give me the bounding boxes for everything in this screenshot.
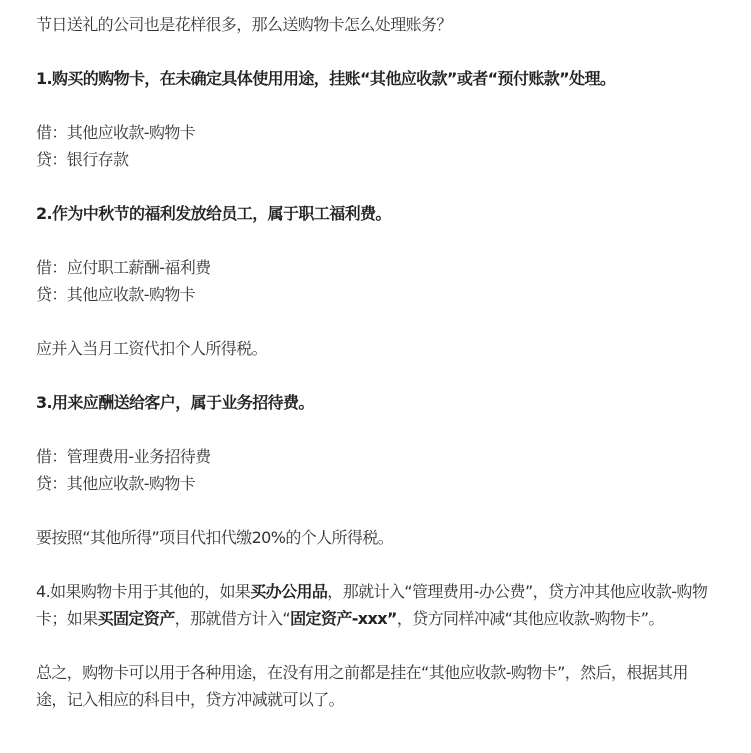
conclusion-paragraph: 总之，购物卡可以用于各种用途，在没有用之前都是挂在“其他应收款-购物卡”，然后，根据其用途，记入相应的科目中，贷方冲减就可以了。 [36, 663, 688, 709]
section-2-debit-entry: 借：应付职工薪酬-福利费 [36, 258, 211, 277]
point4-bold-office-supplies: 买办公用品 [250, 582, 328, 601]
point4-text-3: ，那就借方计入“ [174, 609, 291, 628]
point4-bold-fixed-assets: 买固定资产 [97, 609, 175, 628]
section-3-credit-entry: 贷：其他应收款-购物卡 [36, 474, 196, 493]
article-body [36, 11, 716, 740]
section-3-debit-entry: 借：管理费用-业务招待费 [36, 447, 211, 466]
section-4-paragraph [36, 578, 716, 632]
point4-text-1: 4.如果购物卡用于其他的，如果 [36, 582, 251, 601]
point4-text-4: ，贷方同样冲减“其他应收款-购物卡”。 [396, 609, 664, 628]
point4-bold-fixed-asset-account: 固定资产-xxx” [290, 609, 397, 628]
section-2-heading: 2.作为中秋节的福利发放给员工，属于职工福利费。 [36, 204, 391, 223]
section-1-heading: 1.购买的购物卡，在未确定具体使用用途，挂账“其他应收款”或者“预付账款”处理。 [36, 69, 616, 88]
section-1-credit-entry: 贷：银行存款 [36, 150, 129, 169]
intro-paragraph: 节日送礼的公司也是花样很多，那么送购物卡怎么处理账务？ [36, 15, 452, 34]
section-2-credit-entry: 贷：其他应收款-购物卡 [36, 285, 196, 304]
section-2-note: 应并入当月工资代扣个人所得税。 [36, 339, 268, 358]
section-1-debit-entry: 借：其他应收款-购物卡 [36, 123, 196, 142]
section-3-note: 要按照“其他所得”项目代扣代缴20%的个人所得税。 [36, 528, 394, 547]
section-3-heading: 3.用来应酬送给客户，属于业务招待费。 [36, 393, 314, 412]
point4-text-2: ，那就计入“管理费用-办公费”，贷方冲其他应收款-购物卡；如果 [36, 582, 708, 628]
